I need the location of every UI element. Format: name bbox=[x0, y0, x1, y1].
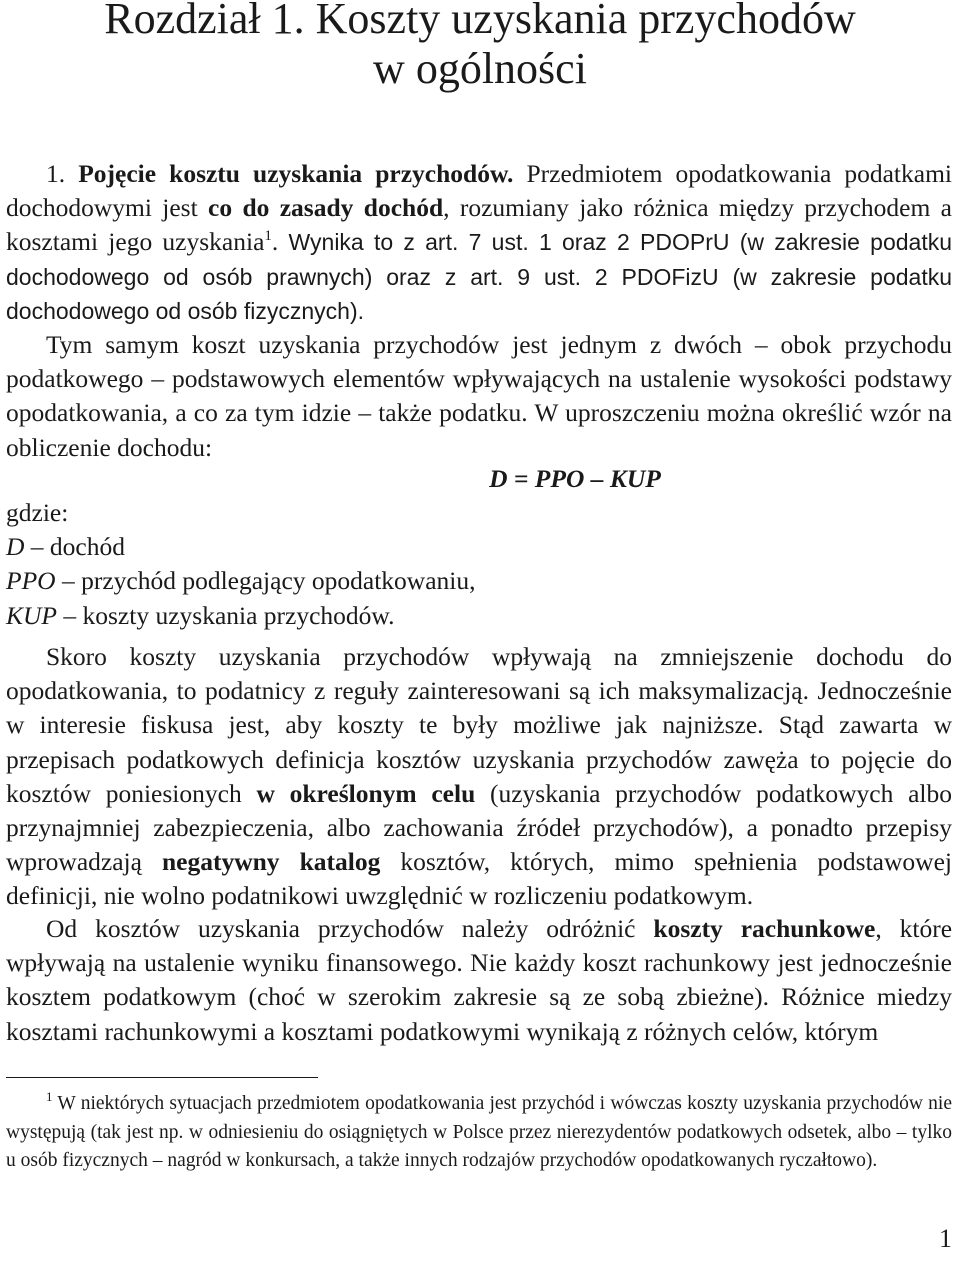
legend-item bbox=[6, 599, 946, 633]
footnote-marker: 1 bbox=[46, 1089, 53, 1104]
footnote-separator bbox=[6, 1077, 318, 1078]
legend-description: – dochód bbox=[24, 532, 125, 562]
paragraph-1-text-b: , rozumiany jako różnica między przychodem a kosztami jego uzyskania bbox=[6, 193, 952, 257]
paragraph-1-text-c: . bbox=[271, 227, 289, 257]
legend-intro: gdzie: bbox=[6, 498, 69, 527]
paragraph-number: 1. bbox=[46, 159, 79, 188]
formula-legend bbox=[6, 496, 946, 633]
footnote bbox=[6, 1090, 952, 1176]
paragraph-3 bbox=[6, 640, 952, 914]
legend-symbol: D bbox=[6, 532, 25, 562]
legend-symbol: KUP bbox=[6, 600, 57, 630]
footnote-reference: 1 bbox=[264, 228, 272, 245]
page-number: 1 bbox=[939, 1224, 952, 1253]
chapter-title-line-1: Rozdział 1. Koszty uzyskania przychodów bbox=[104, 0, 856, 43]
paragraph-1-text-a: Przedmiotem opodatkowania podatkami dochodowymi jest bbox=[6, 159, 953, 223]
income-formula: D = PPO – KUP bbox=[489, 464, 661, 493]
legend-item bbox=[6, 564, 946, 598]
section-heading: Pojęcie kosztu uzyskania przychodów. bbox=[78, 159, 514, 188]
paragraph-2: Tym samym koszt uzyskania przychodów jest jednym z dwóch – obok przychodu podatkowego – podstawowych elementów wpływających na ustalenie wysokości podstawy opodatkowania, a co za tym idzie – także podatku. W uproszczeniu można określić wzór na obliczenie dochodu: bbox=[6, 330, 952, 462]
legend-description: – przychód podlegający opodatkowaniu, bbox=[55, 566, 476, 596]
paragraph-3-text-c: kosztów, których, mimo spełnienia podstawowej definicji, nie wolno podatnikowi uwzględnić w rozliczeniu podatkowym. bbox=[6, 847, 952, 911]
emphasis-negatywny-katalog: negatywny katalog bbox=[161, 847, 381, 877]
legend-description: – koszty uzyskania przychodów. bbox=[57, 600, 395, 630]
emphasis-okreslony-cel: w określonym celu bbox=[256, 778, 476, 808]
footnote-text: W niektórych sytuacjach przedmiotem opodatkowania jest przychód i wówczas koszty uzyskania przychodów nie występują (tak jest np. w odniesieniu do osiągniętych w Polsce przez nierezydentów podatkowych odsetek, albo – tylko u osób fizycznych – nagród w konkursach, a także innych rodzajów przychodów opodatkowanych ryczałtowo). bbox=[6, 1093, 952, 1172]
paragraph-3-text-b: (uzyskania przychodów podatkowych albo przynajmniej zabezpieczenia, albo zachowania źródeł przychodów), a ponadto przepisy wprowadzają bbox=[6, 778, 952, 877]
paragraph-1 bbox=[6, 157, 952, 328]
legend-item bbox=[6, 530, 946, 564]
paragraph-4 bbox=[6, 912, 952, 1049]
paragraph-3-text-a: Skoro koszty uzyskania przychodów wpływają na zmniejszenie dochodu do opodatkowania, to podatnicy z reguły zainteresowani są ich maksymalizacją. Jednocześnie w interesie fiskusa jest, aby koszty te były możliwe jak najniższe. Stąd zawarta w przepisach podatkowych definicja kosztów uzyskania przychodów zawęża to pojęcie do kosztów poniesionych bbox=[6, 642, 952, 808]
legal-basis-text: Wynika to z art. 7 ust. 1 oraz 2 PDOPrU (w zakresie podatku dochodowego od osób prawnych) oraz z art. 9 ust. 2 PDOFizU (w zakresie podatku dochodowego od osób fizycznych). bbox=[6, 229, 952, 324]
paragraph-4-text-b: , które wpływają na ustalenie wyniku finansowego. Nie każdy koszt rachunkowy jest jednocześnie kosztem podatkowym (choć w szerokim zakresie są ze sobą zbieżne). Różnice miedzy kosztami rachunkowymi a kosztami podatkowymi wynikają z różnych celów, którym bbox=[6, 914, 953, 1046]
emphasis-koszty-rachunkowe: koszty rachunkowe bbox=[653, 914, 876, 943]
emphasis-co-do-zasady: co do zasady dochód bbox=[208, 193, 444, 223]
chapter-title-line-2: w ogólności bbox=[373, 44, 587, 93]
legend-symbol: PPO bbox=[6, 566, 56, 596]
chapter-title bbox=[0, 0, 960, 94]
paragraph-4-text-a: Od kosztów uzyskania przychodów należy odróżnić bbox=[46, 914, 654, 943]
